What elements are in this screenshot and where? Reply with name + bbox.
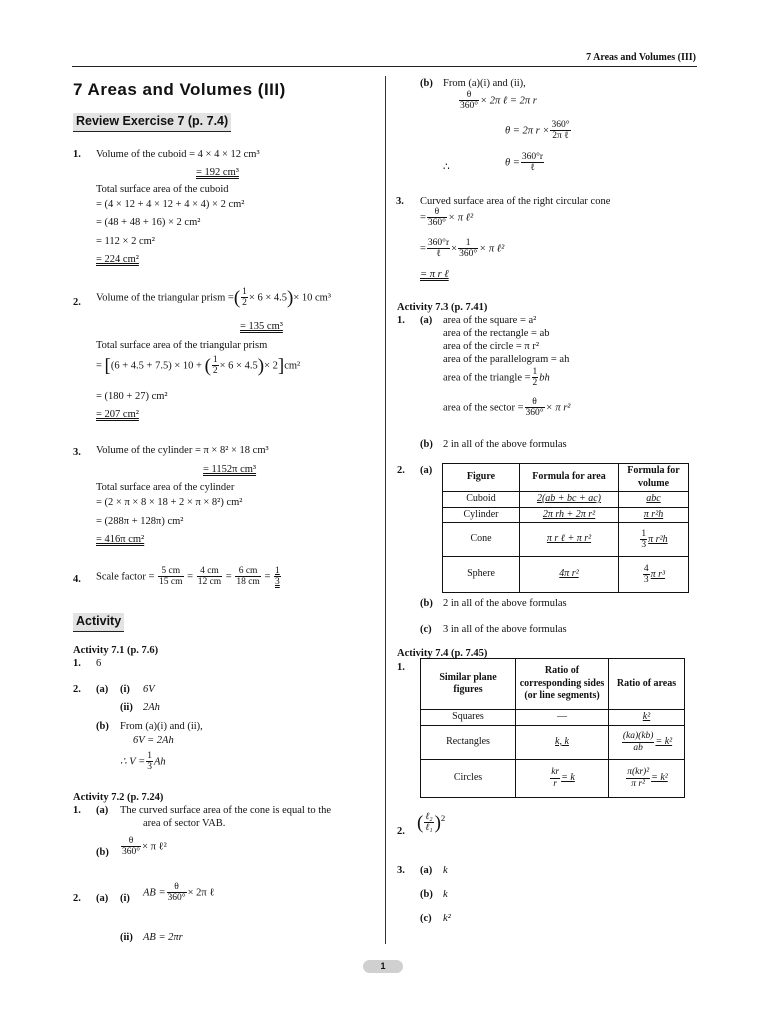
table2-cell: $\frac{kr}{r}$ = k xyxy=(516,759,609,797)
section-activity: Activity xyxy=(73,613,124,632)
a74-b-value: k xyxy=(443,889,448,900)
a74-q2-formula: ( $\frac{\text{ℓ₂}}{\text{ℓ₁}}$ )$^2$ xyxy=(417,812,446,834)
table1-cell: abc xyxy=(619,492,689,508)
a71-b-result: ∴ V = $\frac{1}{3}$ Ah xyxy=(120,751,166,773)
a74-b: (b) xyxy=(420,889,433,900)
rb-eq3: θ = $\frac{360^\circ r}{\text{ℓ}}$ xyxy=(505,152,544,174)
q1-line: = 192 cm³ xyxy=(196,167,239,178)
table2-cell: k, k xyxy=(516,725,609,759)
a72-b: (b) xyxy=(96,847,109,858)
a73-c2: (c) xyxy=(420,624,432,635)
ratio-table xyxy=(420,658,685,798)
rb-eq2: θ = 2π r × $\frac{360^\circ}{\text{2π ℓ}}$ xyxy=(505,120,570,142)
a72-ii: (ii) xyxy=(120,932,133,943)
a74-a: (a) xyxy=(420,865,433,876)
q2-number: 2. xyxy=(73,297,81,308)
table1-cell: Cone xyxy=(443,523,520,557)
q2-answer: = 207 cm² xyxy=(96,409,139,420)
q4-number: 4. xyxy=(73,574,81,585)
r3-number: 3. xyxy=(396,196,404,207)
q3-answer: = 416π cm² xyxy=(96,534,145,545)
table2-header: Ratio of corresponding sides (or line segments) xyxy=(516,659,609,710)
a71-b: (b) xyxy=(96,721,109,732)
a73-sector: area of the sector = $\frac{\theta}{360^\circ}$ × π r² xyxy=(443,397,571,419)
running-header: 7 Areas and Volumes (III) xyxy=(586,52,696,63)
table1-header: Formula for volume xyxy=(619,464,689,492)
table1-cell: 2(ab + bc + ac) xyxy=(520,492,619,508)
a73-triangle: area of the triangle = $\frac{1}{2}$ bh xyxy=(443,367,550,389)
a73-heading: Activity 7.3 (p. 7.41) xyxy=(397,302,488,313)
a73-line: area of the rectangle = ab xyxy=(443,328,550,339)
a71-a: (a) xyxy=(96,684,109,695)
a71-v1: 6 xyxy=(96,658,102,669)
r3-eq1: = $\frac{\theta}{360^\circ}$ × π ℓ² xyxy=(420,207,474,229)
a73-b: (b) xyxy=(420,439,433,450)
q2-line: Total surface area of the triangular prism xyxy=(96,340,268,351)
q2-line: = 135 cm³ xyxy=(240,321,283,332)
a73-line: area of the square = a² xyxy=(443,315,537,326)
a74-n2: 2. xyxy=(397,826,405,837)
a71-n2: 2. xyxy=(73,684,81,695)
table1-cell: π r²h xyxy=(619,507,689,523)
a73-b2-text: 2 in all of the above formulas xyxy=(443,598,567,609)
table2-cell: Rectangles xyxy=(421,725,516,759)
a74-n1: 1. xyxy=(397,662,405,673)
table1-header: Formula for area xyxy=(520,464,619,492)
q1-line: Total surface area of the cuboid xyxy=(96,184,229,195)
a72-i-formula: AB = $\frac{\theta}{360^\circ}$ × 2π ℓ xyxy=(143,882,215,904)
q1-line: = 112 × 2 cm² xyxy=(96,236,155,247)
a71-ai-value: 6V xyxy=(143,684,155,695)
a73-a2: (a) xyxy=(420,465,433,476)
a72-a: (a) xyxy=(96,805,109,816)
a74-c-value: k² xyxy=(443,913,451,924)
table2-header: Ratio of areas xyxy=(609,659,685,710)
q2-volume-line: Volume of the triangular prism =( $\frac{1}{2}$ × 6 × 4.5)× 10 cm³ xyxy=(96,287,331,309)
table2-header: Similar plane figures xyxy=(421,659,516,710)
a71-aii-value: 2Ah xyxy=(143,702,160,713)
table2-cell: $\frac{\text{π(kr)²}}{\text{π r²}}$ = k² xyxy=(609,759,685,797)
table2-cell: $\frac{(ka)(kb)}{ab}$ = k² xyxy=(609,725,685,759)
q3-line: = 1152π cm³ xyxy=(203,464,257,475)
table1-cell: Cuboid xyxy=(443,492,520,508)
table2-cell: — xyxy=(516,710,609,726)
table1-cell: $\frac{1}{3}$ π r²h xyxy=(619,523,689,557)
q4-line: Scale factor = $\frac{5 cm}{15 cm}$ = $\frac{4 cm}{12 cm}$ = $\frac{6 cm}{18 cm}$ = $\frac{1}{3}$ xyxy=(96,566,280,588)
a73-b2: (b) xyxy=(420,598,433,609)
r3-eq2: = $\frac{360^\circ r}{\text{ℓ}}$ × $\frac{1}{360^\circ}$ × π ℓ² xyxy=(420,238,505,260)
a71-n1: 1. xyxy=(73,658,81,669)
a74-heading: Activity 7.4 (p. 7.45) xyxy=(397,648,488,659)
rb-therefore: ∴ xyxy=(443,162,450,173)
a73-n1: 1. xyxy=(397,315,405,326)
a71-b-line: From (a)(i) and (ii), xyxy=(120,721,203,732)
formula-table xyxy=(442,463,689,593)
q1-number: 1. xyxy=(73,149,81,160)
a73-line: area of the circle = π r² xyxy=(443,341,539,352)
rb-line: From (a)(i) and (ii), xyxy=(443,78,526,89)
a73-n2: 2. xyxy=(397,465,405,476)
q3-line: = (288π + 128π) cm² xyxy=(96,516,184,527)
rb-label: (b) xyxy=(420,78,433,89)
a72-n2: 2. xyxy=(73,893,81,904)
chapter-title: 7 Areas and Volumes (III) xyxy=(73,80,286,99)
table1-cell: Cylinder xyxy=(443,507,520,523)
a72-n1: 1. xyxy=(73,805,81,816)
column-divider xyxy=(385,76,386,944)
a74-n3: 3. xyxy=(397,865,405,876)
table2-cell: Squares xyxy=(421,710,516,726)
table1-header: Figure xyxy=(443,464,520,492)
a74-c: (c) xyxy=(420,913,432,924)
a71-ai: (i) xyxy=(120,684,130,695)
a74-a-value: k xyxy=(443,865,448,876)
rb-eq1: $\frac{\theta}{360^\circ}$ × 2π ℓ = 2π r xyxy=(460,90,537,112)
a72-i: (i) xyxy=(120,893,130,904)
q3-number: 3. xyxy=(73,447,81,458)
q1-line: = (48 + 48 + 16) × 2 cm² xyxy=(96,217,201,228)
a73-b-text: 2 in all of the above formulas xyxy=(443,439,567,450)
q2-line: = (180 + 27) cm² xyxy=(96,391,168,402)
table1-cell: $\frac{4}{3}$ π r³ xyxy=(619,557,689,593)
q2-area-line: = [(6 + 4.5 + 7.5) × 10 + ( $\frac{1}{2}$ × 6 × 4.5)× 2]cm² xyxy=(96,355,301,377)
header-rule xyxy=(72,66,697,67)
q3-line: Volume of the cylinder = π × 8² × 18 cm³ xyxy=(96,445,269,456)
r3-line: Curved surface area of the right circular cone xyxy=(420,196,611,207)
a72-a-line: The curved surface area of the cone is equal to the xyxy=(120,805,332,816)
table1-cell: Sphere xyxy=(443,557,520,593)
a73-c2-text: 3 in all of the above formulas xyxy=(443,624,567,635)
q3-line: Total surface area of the cylinder xyxy=(96,482,235,493)
table2-cell: Circles xyxy=(421,759,516,797)
a71-b-line: 6V = 2Ah xyxy=(133,735,174,746)
r3-answer: = π r ℓ xyxy=(420,269,449,280)
a73-a: (a) xyxy=(420,315,433,326)
a71-heading: Activity 7.1 (p. 7.6) xyxy=(73,645,159,656)
q1-line: Volume of the cuboid = 4 × 4 × 12 cm³ xyxy=(96,149,260,160)
a72-a2: (a) xyxy=(96,893,109,904)
q1-line: = (4 × 12 + 4 × 12 + 4 × 4) × 2 cm² xyxy=(96,199,245,210)
a72-a-line: area of sector VAB. xyxy=(143,818,226,829)
a73-line: area of the parallelogram = ah xyxy=(443,354,570,365)
section-review: Review Exercise 7 (p. 7.4) xyxy=(73,113,231,132)
page-number: 1 xyxy=(363,960,403,973)
a71-aii: (ii) xyxy=(120,702,133,713)
a72-b-formula: $\frac{\theta}{360^\circ}$ × π ℓ² xyxy=(122,836,167,858)
q1-answer: = 224 cm² xyxy=(96,254,139,265)
table2-cell: k² xyxy=(609,710,685,726)
table1-cell: 2π rh + 2π r² xyxy=(520,507,619,523)
a72-ii-formula: AB = 2πr xyxy=(143,932,183,943)
table1-cell: π r ℓ + π r² xyxy=(520,523,619,557)
a72-heading: Activity 7.2 (p. 7.24) xyxy=(73,792,164,803)
table1-cell: 4π r² xyxy=(520,557,619,593)
q3-line: = (2 × π × 8 × 18 + 2 × π × 8²) cm² xyxy=(96,497,243,508)
